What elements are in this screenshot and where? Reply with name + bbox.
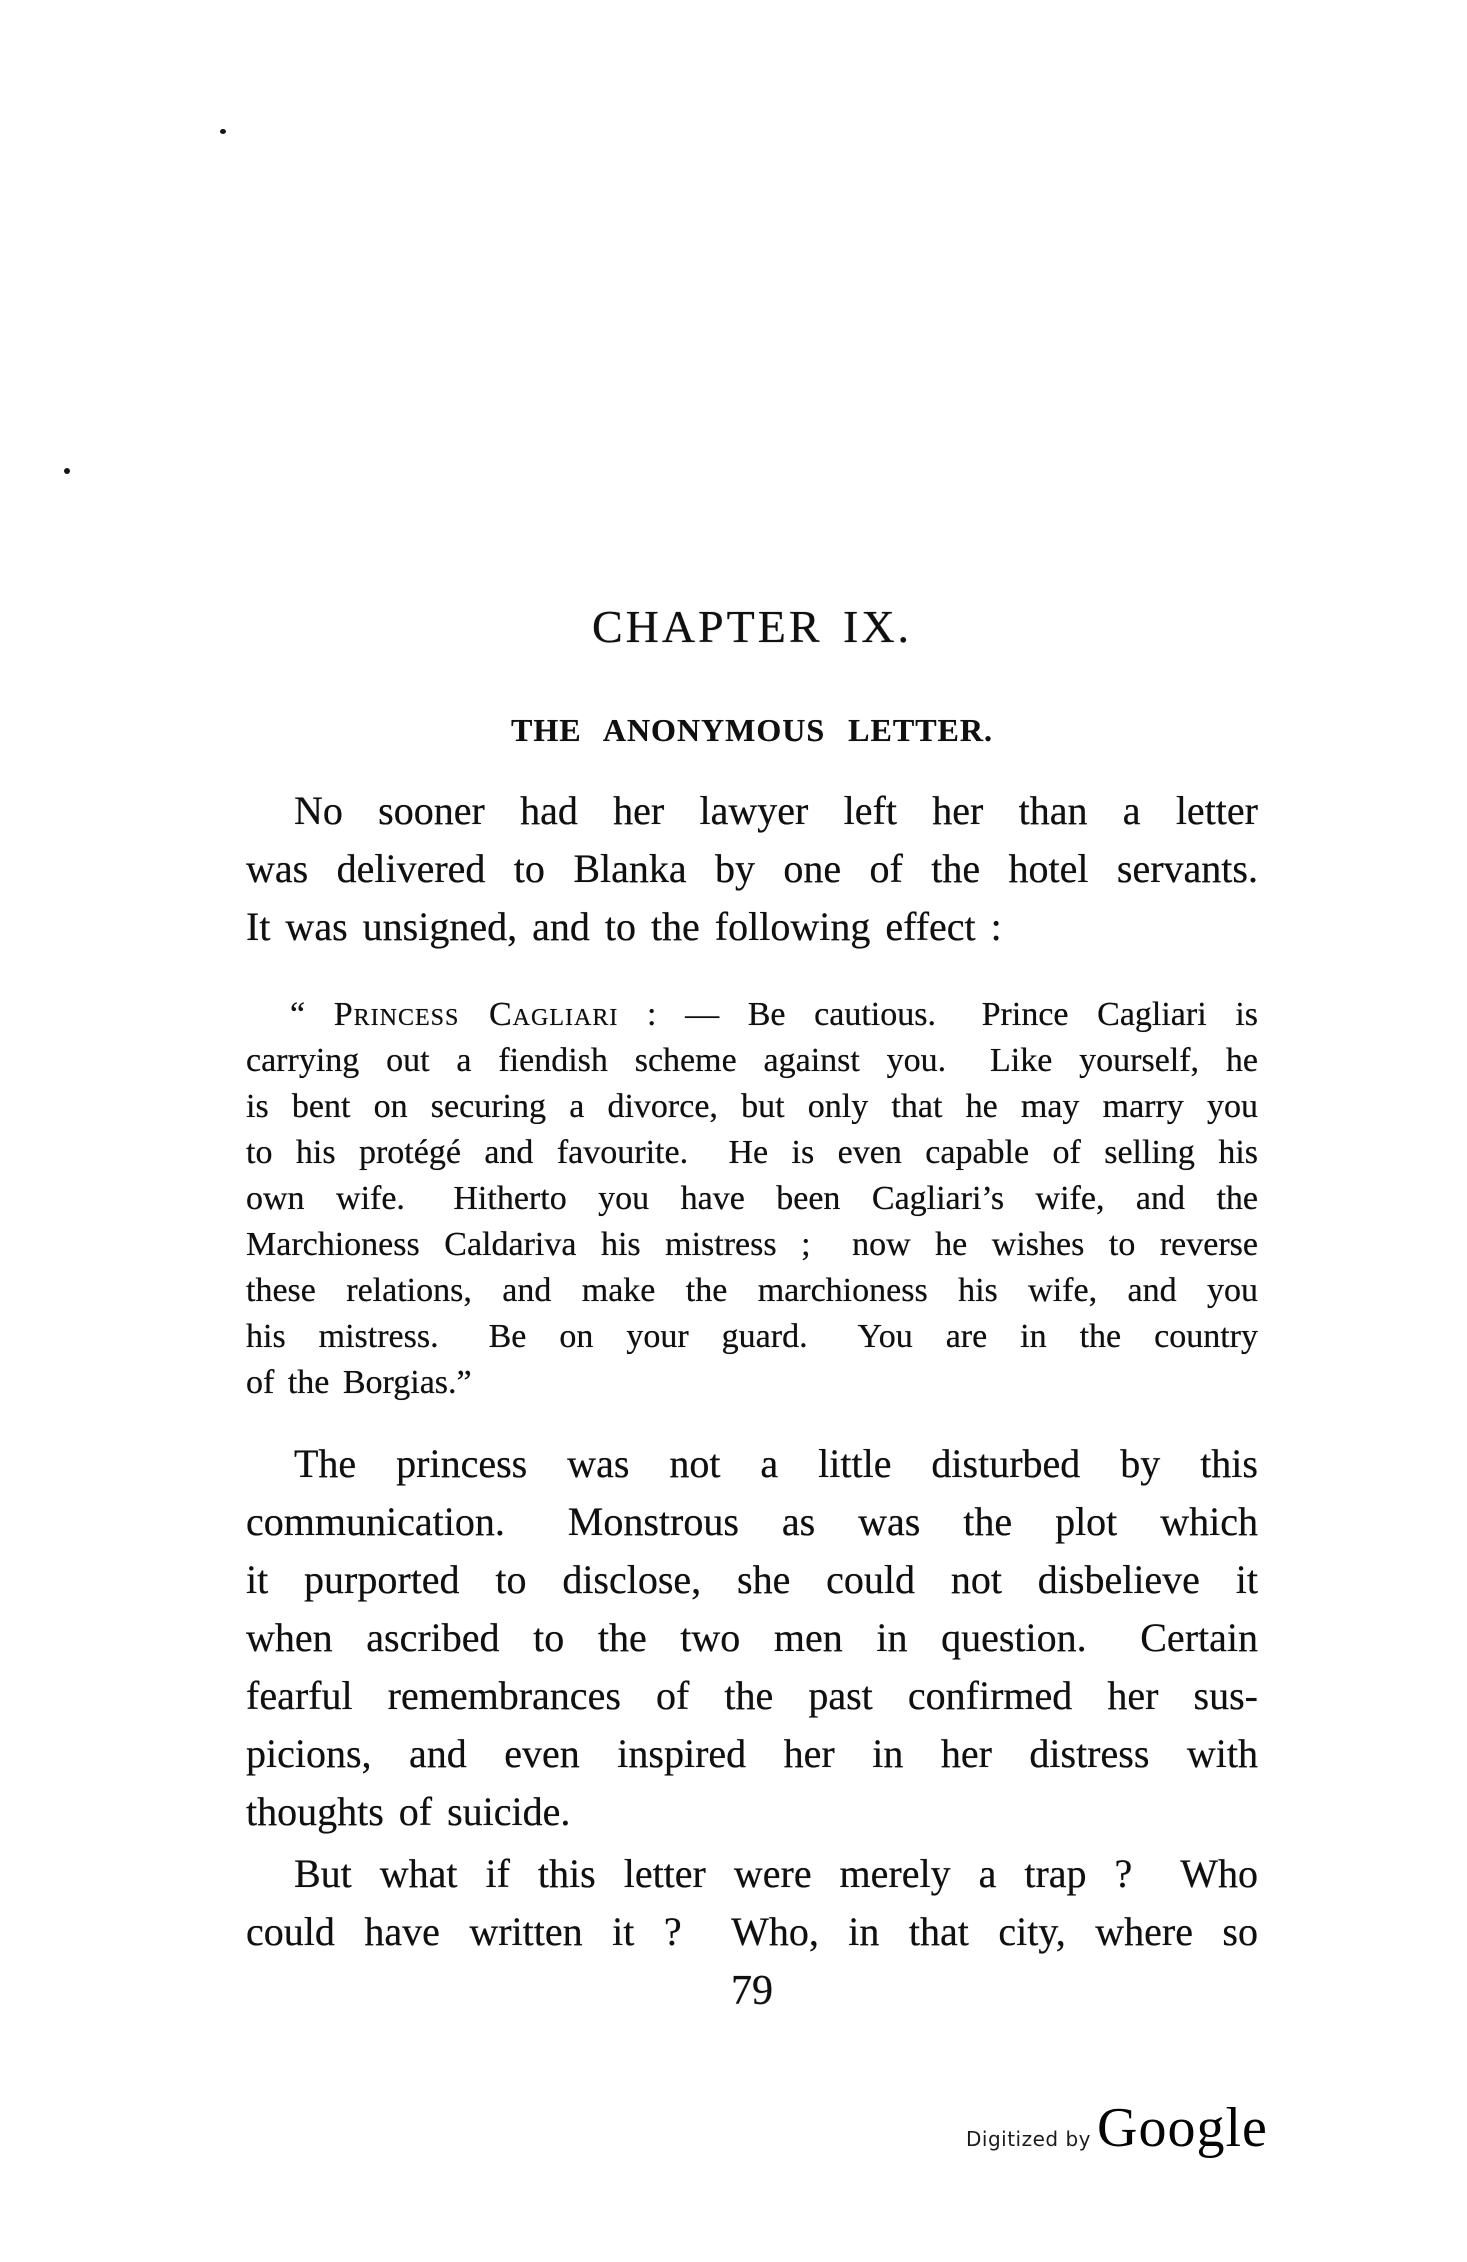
- text-line: was delivered to Blanka by one of the hotel servants.: [246, 846, 1258, 891]
- text-line: is bent on securing a divorce, but only that he may marry you: [246, 1088, 1258, 1125]
- text-line: could have written it ? Who, in that city, where so: [246, 1909, 1258, 1954]
- paragraph: [246, 1845, 1258, 1961]
- text-line: It was unsigned, and to the following effect :: [246, 904, 1002, 949]
- chapter-subheading: THE ANONYMOUS LETTER.: [511, 712, 993, 748]
- digitized-by-label: Digitized by: [966, 2127, 1091, 2151]
- text-line: But what if this letter were merely a trap ? Who: [294, 1851, 1258, 1896]
- text-line: communication. Monstrous as was the plot which: [246, 1499, 1258, 1544]
- google-logo: Google: [1097, 2097, 1268, 2159]
- text-line: thoughts of suicide.: [246, 1789, 571, 1834]
- text-segment: “: [290, 996, 334, 1033]
- text-segment: : — Be cautious. Prince Cagliari is: [618, 996, 1259, 1033]
- text-line: No sooner had her lawyer left her than a letter: [294, 788, 1258, 833]
- text-line: carrying out a fiendish scheme against you. Like yourself, he: [246, 1042, 1258, 1079]
- watermark: [966, 2096, 1306, 2160]
- text-line: fearful remembrances of the past confirmed her sus-: [246, 1673, 1258, 1718]
- page-number: 79: [731, 1968, 773, 2014]
- quoted-letter-block: [246, 992, 1258, 1406]
- chapter-heading: CHAPTER IX.: [591, 601, 913, 652]
- text-line: own wife. Hitherto you have been Cagliari’s wife, and the: [246, 1180, 1258, 1217]
- text-line: Marchioness Caldariva his mistress ; now he wishes to reverse: [246, 1226, 1258, 1263]
- text-line: of the Borgias.”: [246, 1364, 472, 1401]
- scan-speck: [220, 129, 226, 134]
- text-line: these relations, and make the marchioness his wife, and you: [246, 1272, 1258, 1309]
- text-line: to his protégé and favourite. He is even capable of selling his: [246, 1134, 1258, 1171]
- paragraph: [246, 782, 1258, 956]
- text-line: [246, 992, 1258, 1038]
- paragraph: [246, 1435, 1258, 1841]
- text-line: picions, and even inspired her in her distress with: [246, 1731, 1258, 1776]
- scan-speck: [64, 468, 70, 474]
- small-caps-text: Princess Cagliari: [333, 996, 619, 1033]
- text-line: when ascribed to the two men in question. Certain: [246, 1615, 1258, 1660]
- text-line: his mistress. Be on your guard. You are in the country: [246, 1318, 1258, 1355]
- text-line: it purported to disclose, she could not disbelieve it: [246, 1557, 1258, 1602]
- text-line: The princess was not a little disturbed by this: [294, 1441, 1258, 1486]
